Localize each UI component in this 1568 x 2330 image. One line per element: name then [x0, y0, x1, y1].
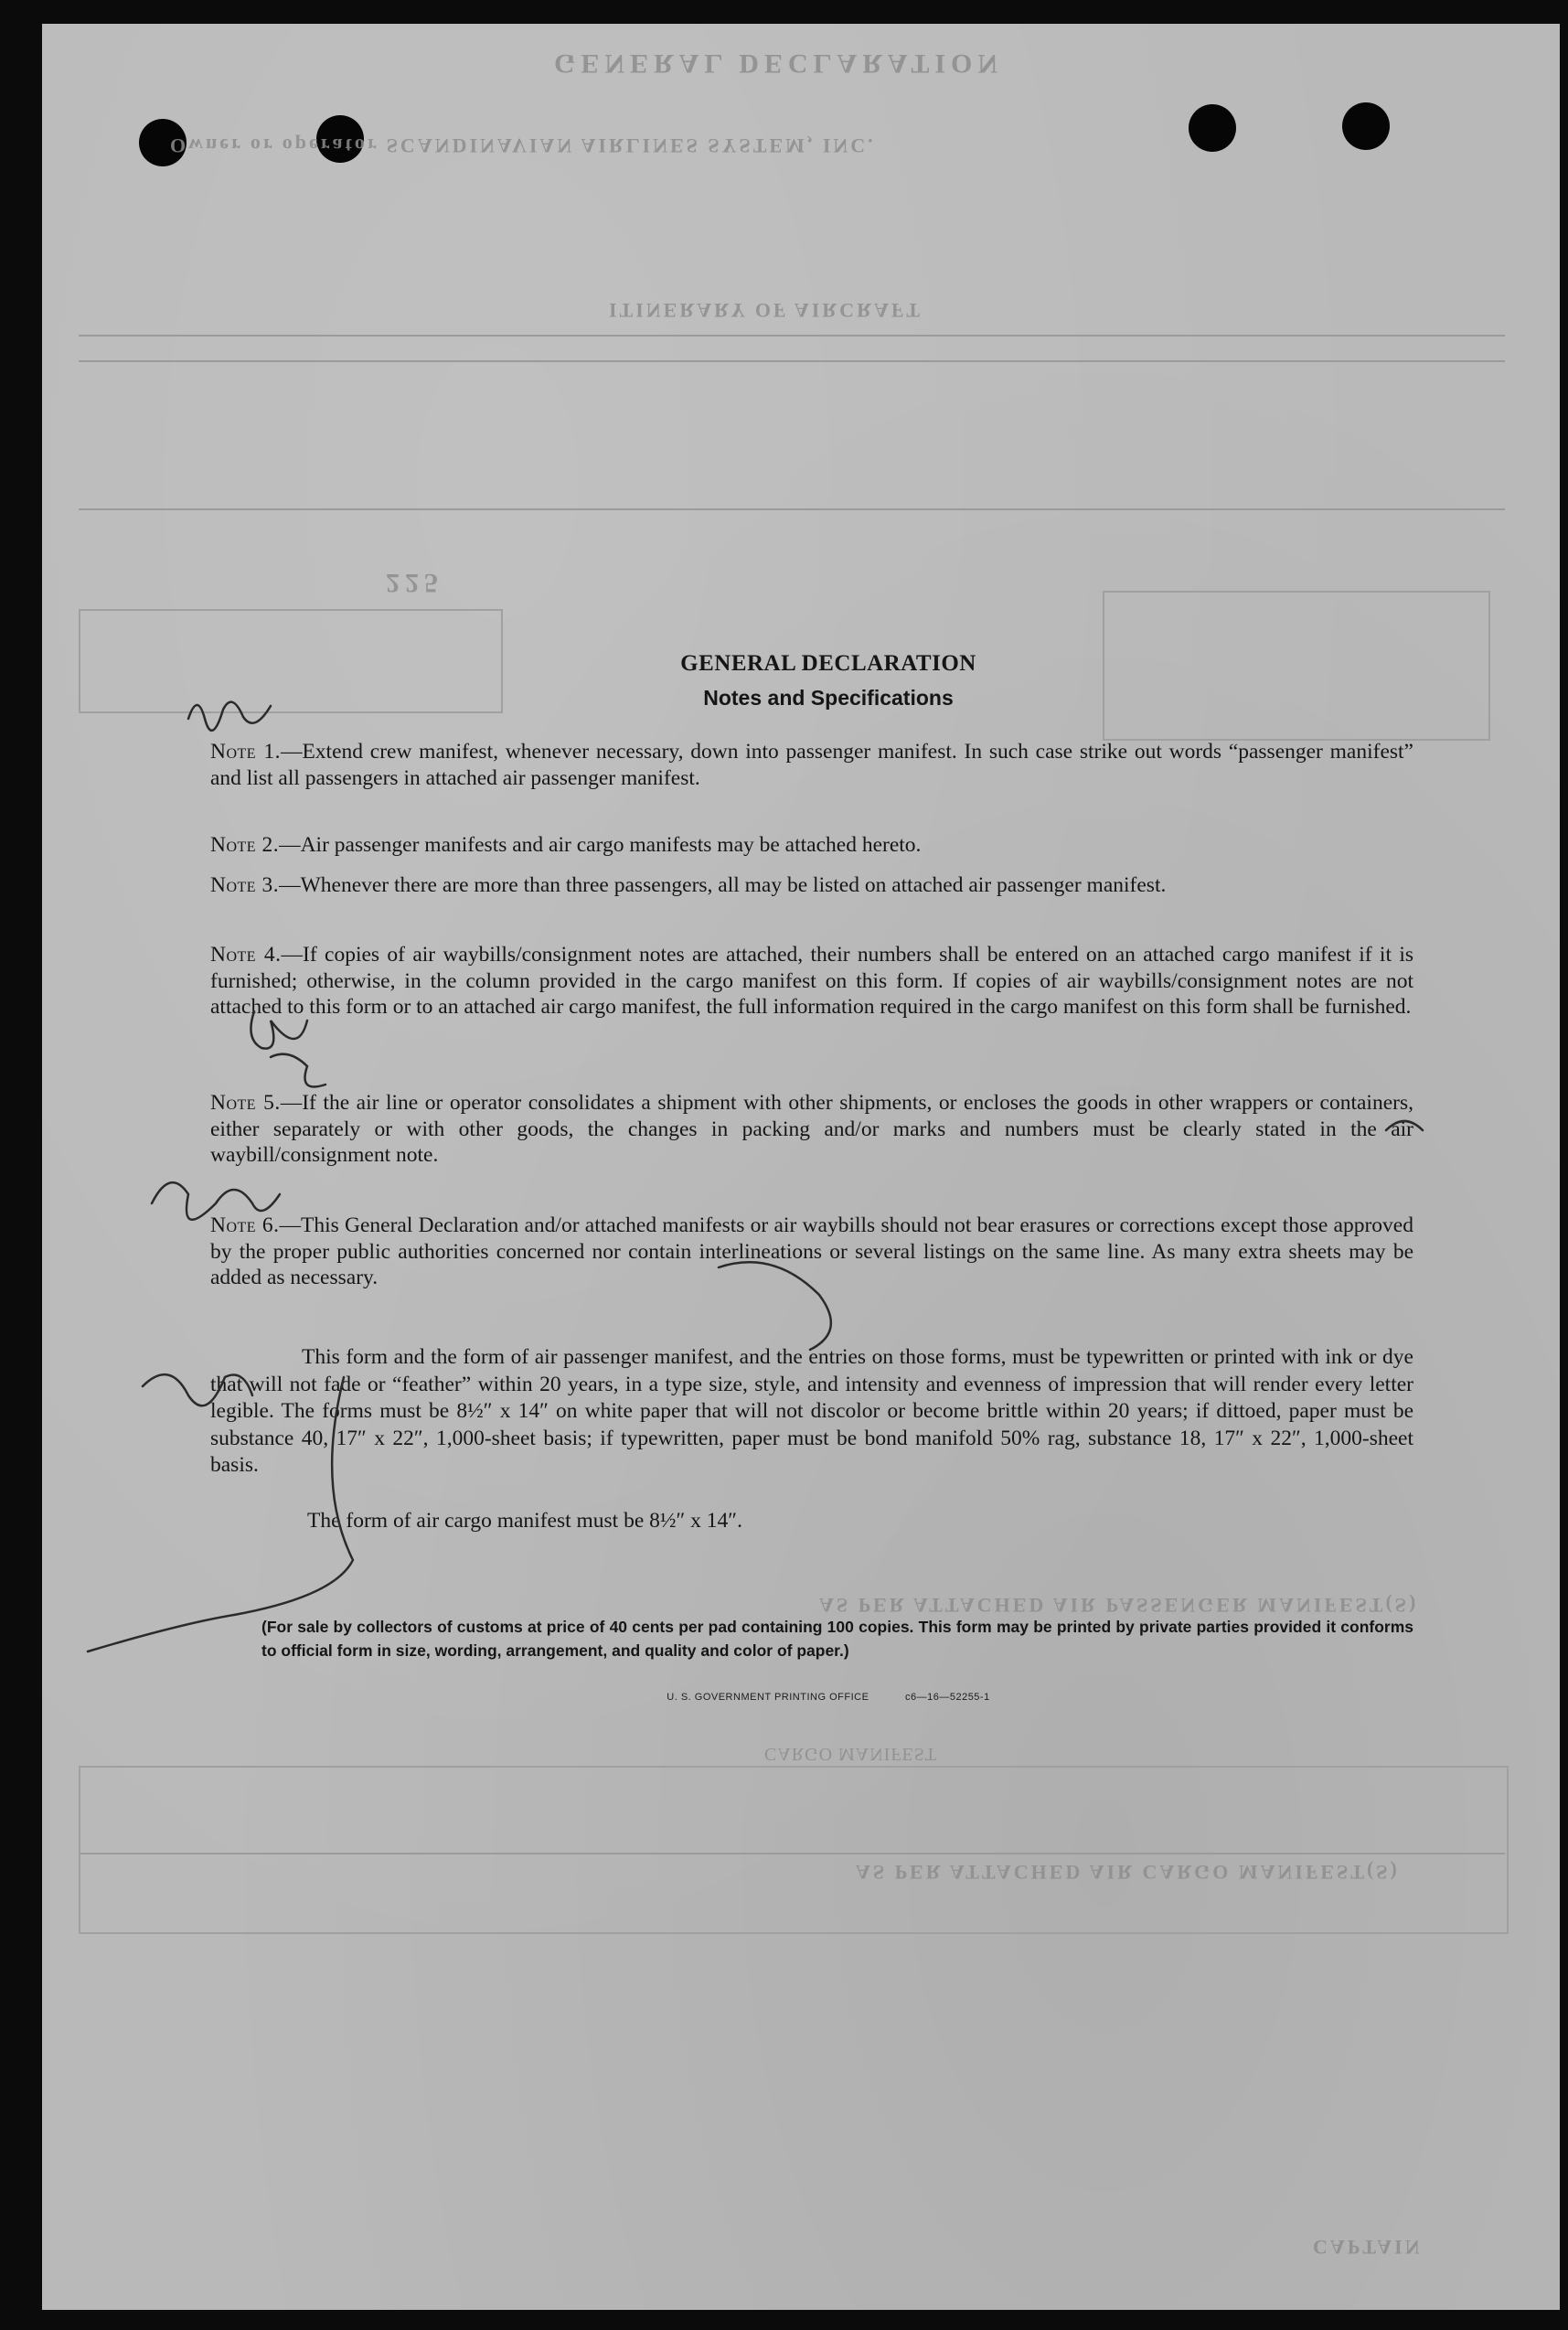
handwritten-marks — [42, 24, 1560, 2310]
handwriting-scribble — [251, 1011, 307, 1049]
specification-text: This form and the form of air passenger manifest, and the entries on those forms, must be typewritten or printed with ink or dye that will not fade or “feather” within 20 years, in a type size, style, and intensity and evenness of impression that will render every letter legible. The forms must be 8½″ x 14″ on white paper that will not discolor or become brittle within 20 years; if dittoed, paper must be substance 40, 17″ x 22″, 1,000-sheet basis; if typewritten, paper must be bond manifold 50% rag, substance 18, 17″ x 22″, 1,000-sheet basis. — [210, 1345, 1413, 1477]
handwriting-stroke — [88, 1377, 353, 1651]
bleed-through-captain: CAPTAIN — [1313, 2236, 1423, 2259]
note-label: Note 3. — [210, 873, 280, 897]
note-label: Note 1. — [210, 740, 281, 764]
bleed-through-number: 225 — [386, 568, 443, 598]
handwriting-scribble — [143, 1374, 252, 1405]
note-label: Note 6. — [210, 1213, 280, 1237]
handwriting-scribble — [271, 1054, 325, 1087]
note-text: —If the air line or operator consolidates a shipment with other shipments, or encloses the goods in other wrappers or containers, either separately or with other goods, the changes in packing and/or marks and numbers must be clearly stated in the air waybill/consignment note. — [210, 1091, 1413, 1167]
note-text: —Extend crew manifest, whenever necessary, down into passenger manifest. In such case strike out words “passenger manifest” and list all passengers in attached air passenger manifest. — [210, 740, 1413, 790]
sale-notice: (For sale by collectors of customs at price of 40 cents per pad containing 100 copies. This form may be printed by private parties provided it conforms to official form in size, wording, arrangement, and quality and color of paper.) — [261, 1618, 1413, 1660]
document-sheet — [42, 24, 1560, 2310]
print-code: c6—16—52255-1 — [904, 1692, 990, 1703]
cargo-manifest-size: The form of air cargo manifest must be 8½″ x 14″. — [307, 1509, 742, 1533]
note-label: Note 5. — [210, 1091, 281, 1115]
note-text: —This General Declaration and/or attached manifests or air waybills should not bear erasures or corrections except those approved by the proper public authorities concerned nor contain interlineations or several listings on the same line. As many extra sheets may be added as necessary. — [210, 1213, 1413, 1289]
bleed-through-operator: Owner or operator SCANDINAVIAN AIRLINES SYSTEM, INC. — [170, 134, 876, 157]
note-text: —Whenever there are more than three passengers, all may be listed on attached air passenger manifest. — [279, 873, 1167, 897]
bleed-through-itinerary: ITINERARY OF AIRCRAFT — [609, 299, 923, 322]
bleed-through-stamp-1: AS PER ATTACHED AIR PASSENGER MANIFEST(S) — [819, 1594, 1419, 1617]
handwriting-scribble — [188, 702, 271, 731]
note-label: Note 4. — [210, 943, 282, 967]
printing-office: U. S. GOVERNMENT PRINTING OFFICE — [667, 1692, 869, 1703]
note-text: —If copies of air waybills/consignment notes are attached, their numbers shall be entered on an attached cargo manifest if it is furnished; otherwise, in the column provided in the cargo manifest on this form. If copies of air waybills/consignment notes are not attached to this form or to an attached air cargo manifest, the full information required in the cargo manifest on this form shall be furnished. — [210, 943, 1414, 1019]
note-label: Note 2. — [210, 833, 280, 857]
form-title: GENERAL DECLARATION — [680, 651, 976, 676]
bleed-through-heading: GENERAL DECLARATION — [554, 48, 1004, 79]
handwriting-scribble — [719, 1262, 831, 1350]
bleed-through-cargo-manifest: CARGO MANIFEST — [764, 1744, 938, 1764]
note-text: —Air passenger manifests and air cargo manifests may be attached hereto. — [279, 833, 922, 857]
handwriting-scribble — [152, 1182, 280, 1220]
form-subtitle: Notes and Specifications — [703, 686, 954, 710]
handwriting-scribble — [1386, 1121, 1423, 1130]
bleed-through-stamp-2: AS PER ATTACHED AIR CARGO MANIFEST(S) — [856, 1861, 1400, 1884]
